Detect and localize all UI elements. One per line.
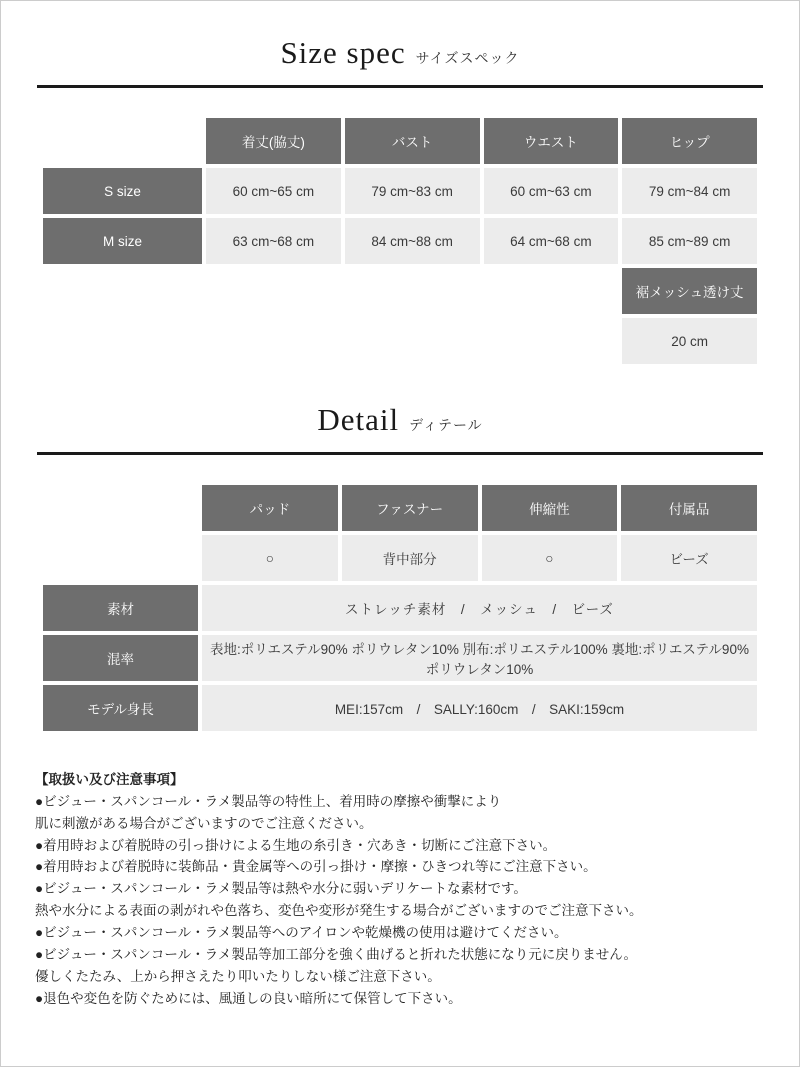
size-spec-title-jp: サイズスペック — [415, 50, 520, 66]
size-s-hip: 79 cm~84 cm — [622, 168, 757, 214]
spacer-cell — [484, 318, 619, 364]
spacer-cell — [345, 268, 480, 314]
care-note-line: ●ビジュー・スパンコール・ラメ製品等加工部分を強く曲げると折れた状態になり元に戻りません。 — [35, 946, 638, 962]
size-m-hip: 85 cm~89 cm — [622, 218, 757, 264]
detail-title-jp: ディテール — [409, 417, 483, 433]
table-row — [43, 585, 757, 631]
detail-header-accessory: 付属品 — [621, 485, 757, 531]
size-s-bust: 79 cm~83 cm — [345, 168, 480, 214]
care-note-line: ●ビジュー・スパンコール・ラメ製品等の特性上、着用時の摩擦や衝撃により — [35, 793, 502, 809]
care-note-line: ●着用時および着脱時に装飾品・貴金属等への引っ掛け・摩擦・ひきつれ等にご注意下さい。 — [35, 859, 597, 875]
table-row — [43, 168, 757, 214]
care-note-line: ●着用時および着脱時の引っ掛けによる生地の糸引き・穴あき・切断にご注意下さい。 — [35, 837, 557, 853]
spacer-cell — [43, 268, 202, 314]
table-row — [43, 268, 757, 314]
care-note-line: ●ビジュー・スパンコール・ラメ製品等は熱や水分に弱いデリケートな素材です。 — [35, 881, 527, 897]
detail-header-corner — [43, 485, 198, 531]
detail-heading — [1, 368, 799, 438]
size-spec-heading — [1, 1, 799, 71]
detail-row-label-model-height: モデル身長 — [43, 685, 198, 731]
detail-value-accessory: ビーズ — [621, 535, 757, 581]
size-spec-title-en: Size spec — [280, 35, 406, 70]
size-spec-divider — [37, 85, 763, 88]
detail-row-value-material: ストレッチ素材 / メッシュ / ビーズ — [202, 585, 757, 631]
detail-header-pad: パッド — [202, 485, 338, 531]
spacer-cell — [345, 318, 480, 364]
size-m-waist: 64 cm~68 cm — [484, 218, 619, 264]
spacer-cell — [206, 268, 341, 314]
mesh-sheer-length-label: 裾メッシュ透け丈 — [622, 268, 757, 314]
detail-value-stretch: ○ — [482, 535, 618, 581]
care-note-line: 肌に刺激がある場合がございますのでご注意ください。 — [35, 815, 373, 831]
care-notes-title: 【取扱い及び注意事項】 — [35, 772, 184, 787]
table-row — [43, 318, 757, 364]
detail-row-value-composition: 表地:ポリエステル90% ポリウレタン10% 別布:ポリエステル100% 裏地:ポリエステル90% ポリウレタン10% — [202, 635, 757, 681]
spacer-cell — [484, 268, 619, 314]
size-m-length: 63 cm~68 cm — [206, 218, 341, 264]
table-row — [43, 485, 757, 531]
size-header-corner — [43, 118, 202, 164]
size-header-bust: バスト — [345, 118, 480, 164]
size-spec-table — [39, 114, 761, 368]
table-row — [43, 218, 757, 264]
care-note-line: 熱や水分による表面の剥がれや色落ち、変色や変形が発生する場合がございますのでご注意下さい。 — [35, 903, 643, 919]
detail-value-pad: ○ — [202, 535, 338, 581]
mesh-sheer-length-value: 20 cm — [622, 318, 757, 364]
size-row-label-m: M size — [43, 218, 202, 264]
size-m-bust: 84 cm~88 cm — [345, 218, 480, 264]
detail-row-label-composition: 混率 — [43, 635, 198, 681]
table-row — [43, 685, 757, 731]
spacer-cell — [43, 535, 198, 581]
detail-row-label-material: 素材 — [43, 585, 198, 631]
care-note-line: ●退色や変色を防ぐためには、風通しの良い暗所にて保管して下さい。 — [35, 990, 462, 1006]
detail-table — [39, 481, 761, 735]
detail-divider — [37, 452, 763, 455]
size-s-waist: 60 cm~63 cm — [484, 168, 619, 214]
detail-header-zipper: ファスナー — [342, 485, 478, 531]
care-note-line: ●ビジュー・スパンコール・ラメ製品等へのアイロンや乾燥機の使用は避けてください。 — [35, 925, 568, 941]
spacer-cell — [206, 318, 341, 364]
detail-value-zipper: 背中部分 — [342, 535, 478, 581]
table-row — [43, 118, 757, 164]
care-note-line: 優しくたたみ、上から押さえたり叩いたりしない様ご注意下さい。 — [35, 968, 441, 984]
table-row — [43, 635, 757, 681]
care-notes — [35, 769, 765, 1009]
table-row — [43, 535, 757, 581]
spacer-cell — [43, 318, 202, 364]
detail-header-stretch: 伸縮性 — [482, 485, 618, 531]
size-header-waist: ウエスト — [484, 118, 619, 164]
detail-row-value-model-height: MEI:157cm / SALLY:160cm / SAKI:159cm — [202, 685, 757, 731]
size-header-hip: ヒップ — [622, 118, 757, 164]
size-s-length: 60 cm~65 cm — [206, 168, 341, 214]
detail-title-en: Detail — [317, 402, 400, 437]
size-header-length: 着丈(脇丈) — [206, 118, 341, 164]
size-row-label-s: S size — [43, 168, 202, 214]
